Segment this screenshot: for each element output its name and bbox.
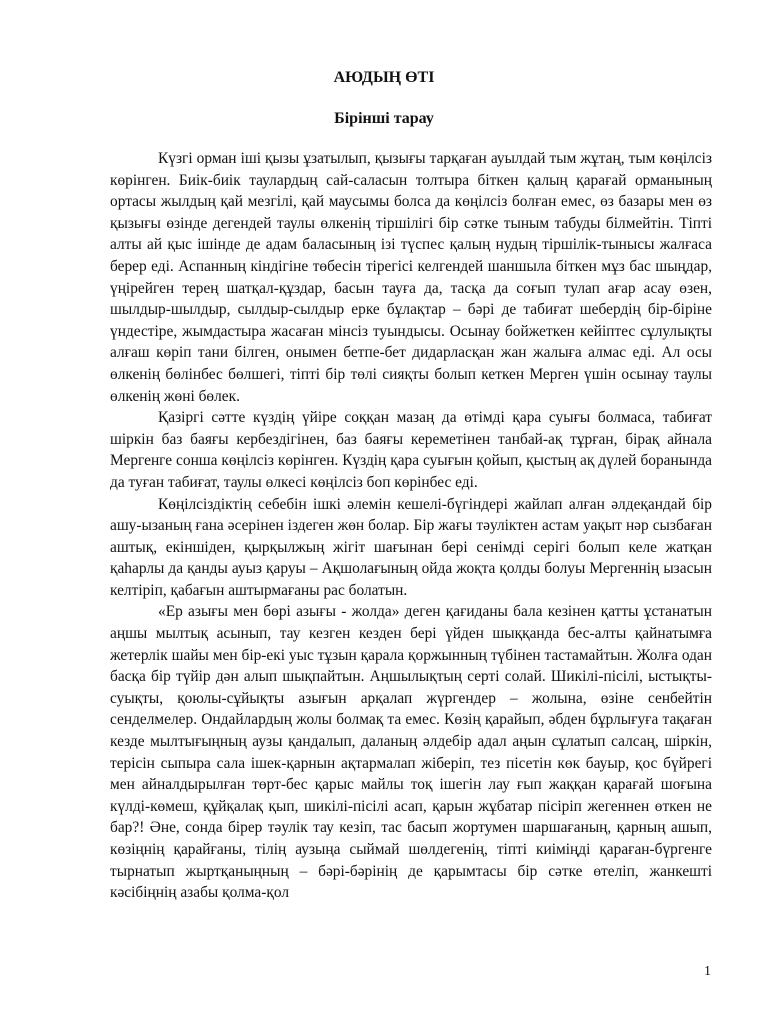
page-number: 1	[704, 964, 711, 979]
page-title: АЮДЫҢ ӨТІ	[333, 69, 435, 86]
paragraph-2: Қазіргі сәтте күздің үйіре соққан мазаң да өтімді қара суығы болмаса, табиғат шіркін баз баяғы кербездігінен, баз баяғы кереметінен танбай-ақ тұрған, бірақ айнала Мергенге сонша көңілсіз көрінген. Күздің қара суығын қойып, қыстың ақ дүлей боранында да туған табиғат, таулы өлкесі көңілсіз боп көрінбес еді.	[110, 409, 712, 491]
paragraph-4: «Ер азығы мен бөрі азығы - жолда» деген қағиданы бала кезінен қатты ұстанатын аңшы мылтық асынып, тау кезген кезден бері үйден шыққанда бес-алты қайнатымға жетерлік шайы мен бір-екі уыс тұзын қарала қоржынның түбінен тастамайтын. Жолға одан басқа бір түйір дән алып шықпайтын. Аңшылықтың серті солай. Шикілі-пісілі, ыстықты-суықты, қоюлы-сұйықты азығын арқалап жүргендер – жолына, өзіне сенбейтін сенделмелер. Ондайлардың жолы болмақ та емес. Көзің қарайып, әбден бұрлығуға тақаған кезде мылтығыңның аузы қандалып, даланың әлдебір адал аңын сұлатып салсаң, шіркін, терісін сыпыра сала ішек-қарнын ақтармалап жіберіп, тез пісетін көк бауыр, қос бүйрегі мен айналдырылған төрт-бес қарыс майлы тоқ ішегін лау ғып жаққан қарағай шоғына күлді-көмеш, құйқалақ қып, шикілі-пісілі асап, қарын жұбатар пісіріп жегеннен өткен не бар?! Әне, сонда бірер тәулік тау кезіп, тас басып жортумен шаршағаның, қарның ашып, көзіңнің қарайғаны, тілің аузыңа сыймай шөлдегенің, тіпті киіміңді қараған-бүргенге тырнатып жыртқаныңның – бәрі-бәрінің де қарымтасы бір сәтке өтеліп, жанкешті кәсібіңнің азабы қолма-қол	[110, 603, 712, 902]
chapter-subtitle: Бірінші тарау	[334, 110, 434, 127]
body-text	[110, 148, 712, 904]
paragraph-1: Күзгі орман іші қызы ұзатылып, қызығы тарқаған ауылдай тым жұтаң, тым көңілсіз көрінген. Биік-биік таулардың сай-саласын толтыра біткен қалың қарағай орманының ортасы жылдың қай мезгілі, қай маусымы болса да көңілсіз болған емес, өз базары мен өз қызығы өзінде дегендей таулы өлкенің тіршілігі бір сәтке тыным табуды білмейтін. Тіпті алты ай қыс ішінде де адам баласының ізі түспес қалың нудың тіршілік-тынысы жалғаса берер еді. Аспанның кіндігіне төбесін тірегісі келгендей шаншыла біткен мұз бас шыңдар, үңірейген терең шатқал-құздар, басын тауға да, тасқа да соғып тулап ағар асау өзен, шылдыр-шылдыр, сылдыр-сылдыр ерке бұлақтар – бәрі де табиғат шебердің бір-біріне үндестіре, жымдастыра жасаған мінсіз туындысы. Осынау бойжеткен кейіптес сұлулықты алғаш көріп тани білген, онымен бетпе-бет дидарласқан жан жалыға алмас еді. Ал осы өлкенің бөлінбес бөлшегі, тіпті бір төлі сияқты болып кеткен Мерген үшін осынау таулы өлкенің жөні бөлек.	[110, 150, 712, 405]
paragraph-3: Көңілсіздіктің себебін ішкі әлемін кешелі-бүгіндері жайлап алған әлдеқандай бір ашу-ызаның ғана әсерінен іздеген жөн болар. Бір жағы тәуліктен астам уақыт нәр сызбаған аштық, екіншіден, қырқылжың жігіт шағынан бері сенімді серігі болып келе жатқан қаһарлы да қанды ауыз қаруы – Ақшолағының ойда жоқта қолды болуы Мергеннің ызасын келтіріп, қабағын аштырмағаны рас болатын.	[110, 495, 712, 599]
